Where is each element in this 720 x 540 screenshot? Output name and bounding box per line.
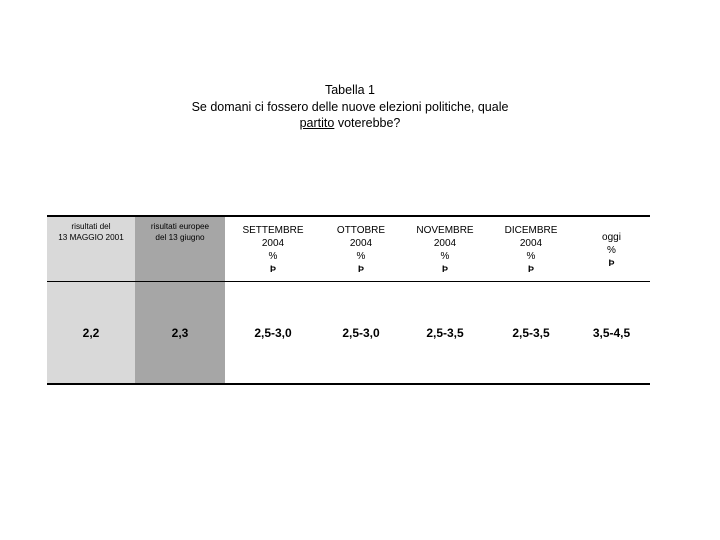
header-cell-october	[319, 217, 403, 288]
header-line: 2004	[261, 238, 285, 249]
marker-symbol-icon: Þ	[269, 264, 276, 274]
header-line: NOVEMBRE	[416, 225, 474, 236]
table-title	[0, 82, 700, 132]
header-line: oggi	[602, 232, 621, 243]
value-cell-september: 2,5-3,0	[254, 326, 292, 340]
value-cell-november: 2,5-3,5	[426, 326, 464, 340]
table-bottom-rule	[47, 383, 650, 385]
value-cell-today: 3,5-4,5	[592, 326, 631, 340]
header-cell-december	[489, 217, 573, 288]
title-line-2: Se domani ci fossero delle nuove elezioni politiche, quale	[191, 99, 509, 114]
header-line: OTTOBRE	[336, 225, 386, 236]
title-line-1: Tabella 1	[324, 83, 376, 97]
header-line: %	[356, 251, 366, 262]
header-cell-september	[229, 217, 317, 288]
header-line: %	[268, 251, 278, 262]
header-line: %	[607, 245, 616, 256]
title-line-3-rest: voterebbe?	[334, 116, 401, 130]
poll-table	[47, 215, 650, 385]
header-cell-results-2001	[47, 217, 135, 286]
title-underlined-word: partito	[299, 116, 335, 130]
header-line: risultati del	[71, 222, 111, 231]
header-line: 2004	[519, 238, 543, 249]
header-line: SETTEMBRE	[242, 225, 304, 236]
title-line-3	[0, 115, 700, 132]
marker-symbol-icon: Þ	[441, 264, 448, 274]
value-cell-results-2001: 2,2	[82, 326, 100, 340]
marker-symbol-icon: Þ	[608, 258, 615, 268]
header-line: %	[526, 251, 536, 262]
header-line: 2004	[433, 238, 457, 249]
header-line: DICEMBRE	[504, 225, 558, 236]
marker-symbol-icon: Þ	[527, 264, 534, 274]
marker-symbol-icon: Þ	[357, 264, 364, 274]
value-cell-european-results: 2,3	[171, 326, 189, 340]
value-cell-october: 2,5-3,0	[342, 326, 380, 340]
header-line: %	[440, 251, 450, 262]
header-cell-today	[573, 217, 650, 295]
header-line: 13 MAGGIO 2001	[58, 232, 124, 242]
value-cell-december: 2,5-3,5	[512, 326, 550, 340]
header-cell-european-results	[135, 217, 225, 286]
header-cell-november	[403, 217, 487, 288]
header-line: risultati europee	[150, 222, 210, 231]
header-line: del 13 giugno	[155, 232, 205, 242]
header-line: 2004	[349, 238, 373, 249]
